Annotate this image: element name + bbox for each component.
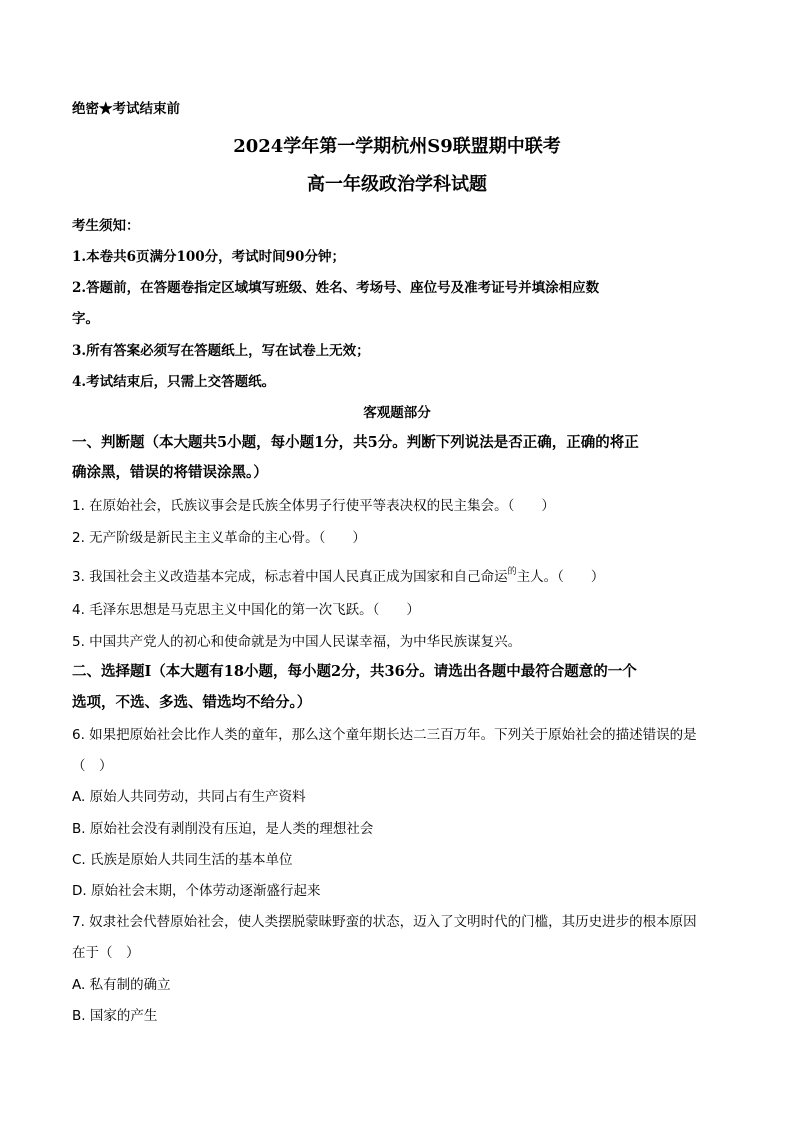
section-title: 客观题部分 xyxy=(363,405,431,421)
question-6-option-d: D. 原始社会末期，个体劳动逐渐盛行起来 xyxy=(72,883,321,899)
question-6-stem: 6. 如果把原始社会比作人类的童年，那么这个童年期长达二三百万年。下列关于原始社会的描述错误的是 xyxy=(72,727,697,743)
question-3-text: 3. 我国社会主义改造基本完成，标志着中国人民真正成为国家和自己命运 xyxy=(72,569,508,585)
exam-subtitle: 高一年级政治学科试题 xyxy=(307,174,487,195)
question-2: 2. 无产阶级是新民主主义革命的主心骨。（ ） xyxy=(72,530,366,546)
notice-item: 3.所有答案必须写在答题纸上，写在试卷上无效； xyxy=(72,343,370,359)
question-6-option-a: A. 原始人共同劳动，共同占有生产资料 xyxy=(72,789,306,805)
question-6-stem-cont: （ ） xyxy=(72,758,113,774)
notice-heading: 考生须知： xyxy=(72,218,140,234)
question-5: 5. 中国共产党人的初心和使命就是为中国人民谋幸福，为中华民族谋复兴。 xyxy=(72,634,522,650)
notice-item: 1.本卷共6页满分100分，考试时间90分钟； xyxy=(72,249,345,265)
question-4: 4. 毛泽东思想是马克思主义中国化的第一次飞跃。（ ） xyxy=(72,602,420,618)
part-two-heading: 二、选择题I（本大题有18小题，每小题2分，共36分。请选出各题中最符合题意的一个 xyxy=(72,663,637,680)
confidential-label: 绝密★考试结束前 xyxy=(72,101,180,117)
question-6-option-b: B. 原始社会没有剥削没有压迫，是人类的理想社会 xyxy=(72,821,374,837)
question-7-stem-cont: 在于（ ） xyxy=(72,945,140,961)
part-one-heading: 一、判断题（本大题共5小题，每小题1分，共5分。判断下列说法是否正确，正确的将正 xyxy=(72,434,639,451)
question-6-option-c: C. 氏族是原始人共同生活的基本单位 xyxy=(72,852,293,868)
question-3-superscript: 的 xyxy=(507,567,517,577)
question-7-option-a: A. 私有制的确立 xyxy=(72,977,171,993)
question-3 xyxy=(72,565,604,585)
exam-title: 2024学年第一学期杭州S9联盟期中联考 xyxy=(233,136,561,157)
question-7-option-b: B. 国家的产生 xyxy=(72,1008,158,1024)
part-two-heading-cont: 选项，不选、多选、错选均不给分。） xyxy=(72,694,312,711)
notice-item: 4.考试结束后，只需上交答题纸。 xyxy=(72,374,276,390)
question-3-tail: 主人。（ ） xyxy=(516,569,605,585)
notice-item: 字。 xyxy=(72,311,99,327)
part-one-heading-cont: 确涂黑，错误的将错误涂黑。） xyxy=(72,464,268,481)
question-7-stem: 7. 奴隶社会代替原始社会，使人类摆脱蒙昧野蛮的状态，迈入了文明时代的门槛，其历史进步的根本原因 xyxy=(72,914,697,930)
notice-item: 2.答题前，在答题卷指定区域填写班级、姓名、考场号、座位号及准考证号并填涂相应数 xyxy=(72,280,600,296)
question-1: 1. 在原始社会，氏族议事会是氏族全体男子行使平等表决权的民主集会。（ ） xyxy=(72,498,555,514)
